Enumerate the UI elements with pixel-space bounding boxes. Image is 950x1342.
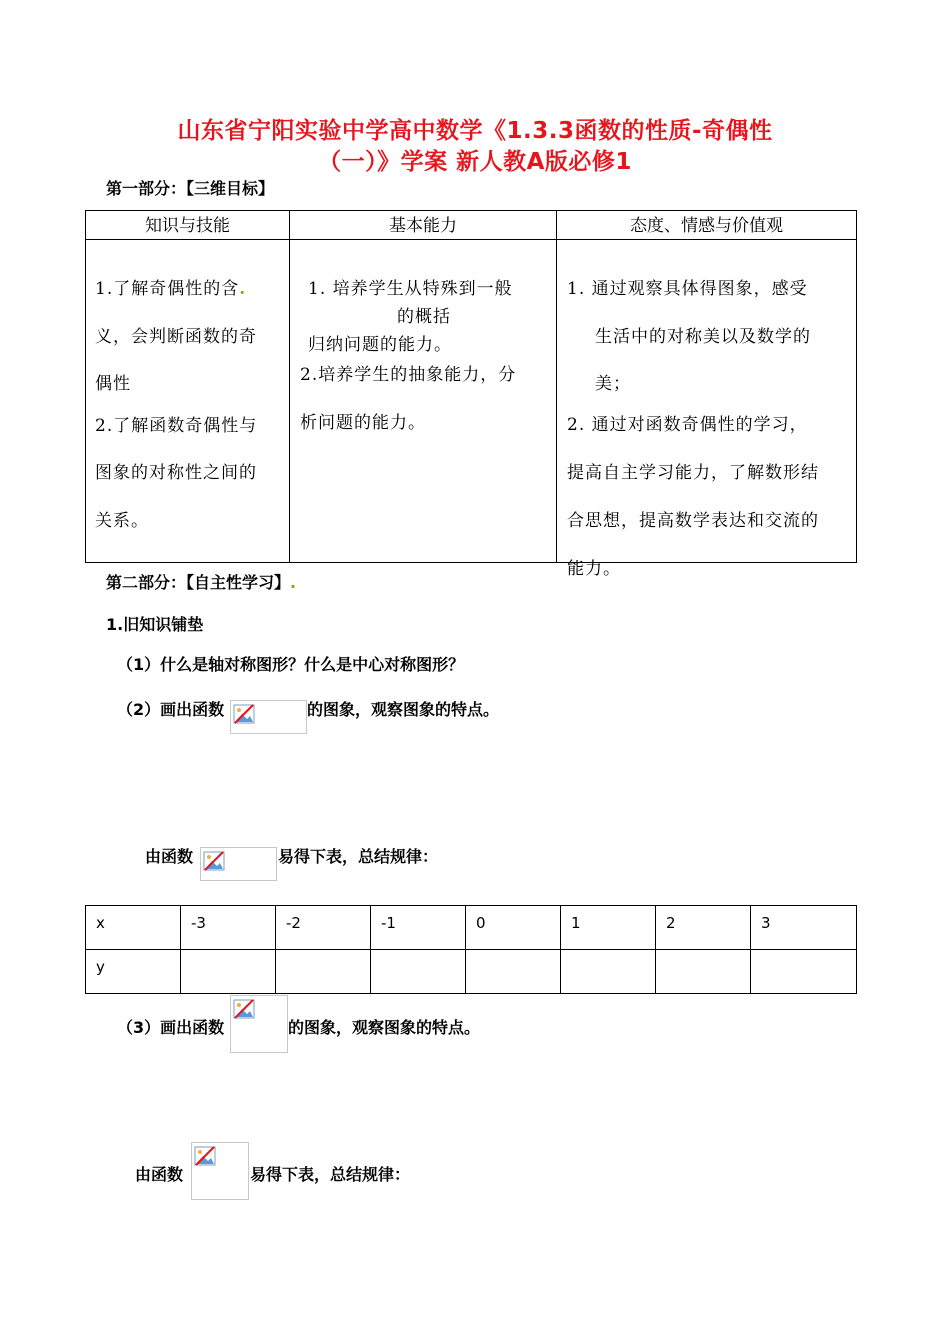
col3-line: 美；	[595, 374, 631, 394]
y-value-cell	[286, 950, 370, 958]
y-value-cell	[381, 950, 465, 958]
x-label-cell: x	[96, 914, 105, 932]
broken-image-icon	[191, 1142, 249, 1200]
x-value-cell: 2	[666, 914, 676, 932]
col1-line: 2.了解函数奇偶性与	[95, 416, 258, 436]
col3-line: 提高自主学习能力，了解数形结	[567, 463, 819, 483]
col2-line: 的概括	[397, 307, 451, 327]
table2-intro-suffix: 易得下表，总结规律：	[250, 1165, 411, 1184]
col2-line: 2.培养学生的抽象能力，分	[300, 365, 517, 385]
col1-line: 关系。	[95, 511, 149, 531]
broken-image-icon	[230, 700, 307, 734]
part2-heading: 第二部分：【自主性学习】	[106, 573, 291, 592]
table-row-y	[86, 950, 857, 994]
x-value-cell: 3	[761, 914, 771, 932]
col1-line: 1.了解奇偶性的含	[95, 279, 240, 299]
basic-ability-cell	[290, 240, 557, 563]
header-knowledge-skills: 知识与技能	[86, 211, 290, 240]
question-3-suffix: 的图象，观察图象的特点。	[288, 1018, 481, 1037]
question-2-prefix: （2）画出函数	[117, 700, 225, 719]
header-attitude-values: 态度、情感与价值观	[557, 211, 857, 240]
section1-heading: 1.旧知识铺垫	[106, 615, 204, 634]
col1-line: 图象的对称性之间的	[95, 463, 257, 483]
y-value-cell	[571, 950, 655, 958]
document-title-line1: 山东省宁阳实验中学高中数学《1.3.3函数的性质-奇偶性	[177, 118, 773, 144]
three-dimensional-goals-table	[85, 210, 857, 579]
y-value-cell	[476, 950, 560, 958]
y-value-cell	[191, 950, 275, 958]
function-values-table	[85, 905, 857, 994]
x-value-cell: -1	[381, 914, 396, 932]
part1-heading: 第一部分：【三维目标】	[106, 179, 275, 198]
question-2-suffix: 的图象，观察图象的特点。	[307, 700, 500, 719]
col3-line: 合思想，提高数学表达和交流的	[567, 511, 819, 531]
col2-line: 归纳问题的能力。	[308, 335, 452, 355]
document-title-line2: （一）》学案 新人教A版必修1	[318, 149, 632, 175]
y-value-cell	[761, 950, 856, 958]
table2-intro-prefix: 由函数	[135, 1165, 184, 1184]
col2-line: 析问题的能力。	[300, 413, 426, 433]
x-value-cell: -2	[286, 914, 301, 932]
col3-line: 能力。	[567, 559, 621, 579]
col1-line: 偶性	[95, 374, 131, 394]
table-intro-prefix: 由函数	[145, 847, 194, 866]
col3-line: 生活中的对称美以及数学的	[595, 327, 811, 347]
col3-line: 2. 通过对函数奇偶性的学习，	[567, 415, 808, 435]
attitude-values-cell	[557, 240, 857, 579]
col2-line: 1. 培养学生从特殊到一般	[308, 279, 513, 299]
x-value-cell: 1	[571, 914, 581, 932]
question-3-prefix: （3）画出函数	[117, 1018, 225, 1037]
col1-mark: .	[239, 279, 247, 299]
x-value-cell: 0	[476, 914, 486, 932]
broken-image-icon	[200, 847, 277, 881]
x-value-cell: -3	[191, 914, 206, 932]
col1-line: 义，会判断函数的奇	[95, 327, 257, 347]
table-row-x	[86, 906, 857, 950]
question-1: （1）什么是轴对称图形？什么是中心对称图形？	[117, 655, 465, 674]
col3-line: 1. 通过观察具体得图象，感受	[567, 279, 808, 299]
knowledge-skills-cell	[86, 240, 290, 563]
y-label-cell: y	[96, 958, 105, 976]
y-value-cell	[666, 950, 750, 958]
table-intro-suffix: 易得下表，总结规律：	[278, 847, 439, 866]
part2-mark: .	[290, 573, 297, 592]
broken-image-icon	[230, 995, 288, 1053]
header-basic-ability: 基本能力	[290, 211, 557, 240]
